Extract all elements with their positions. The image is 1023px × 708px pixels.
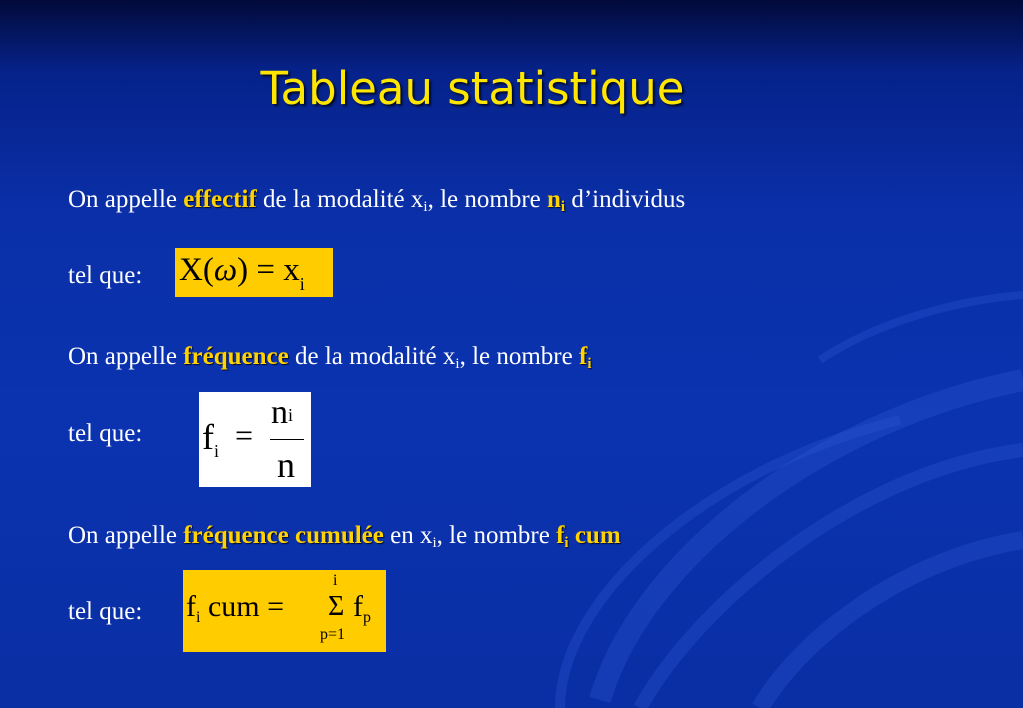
term-effectif: effectif <box>183 186 257 213</box>
formula2-box <box>199 392 311 487</box>
equals-sign: = <box>267 590 285 623</box>
subscript-i: i <box>455 356 460 372</box>
sigma-symbol: Σ <box>328 591 345 622</box>
fraction-denominator: n <box>277 445 295 485</box>
text-end: d’individus <box>565 186 686 213</box>
text-mid: en x <box>383 522 433 549</box>
text-mid: de la modalité x <box>256 186 424 213</box>
formula3-cum: cum <box>207 590 260 623</box>
term-frequence-cumulee: fréquence cumulée <box>183 522 384 549</box>
formula2-label: tel que: <box>68 420 143 447</box>
formula1-close: ) <box>237 252 249 288</box>
subscript-i: i <box>423 199 428 215</box>
omega-symbol: ω <box>213 252 238 288</box>
subscript-i: i <box>432 535 437 551</box>
formula1-lhs: X( <box>179 252 214 288</box>
sum-upper-bound: i <box>333 572 338 589</box>
formula2-lhs-sub: i <box>214 441 220 461</box>
formula2-lhs: f <box>202 417 214 457</box>
page-title: Tableau statistique <box>260 62 685 115</box>
formula3-box <box>183 570 386 652</box>
sum-lower-bound: p=1 <box>320 626 346 643</box>
fraction-bar <box>270 439 304 440</box>
text-prefix: On appelle <box>68 522 184 549</box>
text-after: , le nombre <box>427 186 547 213</box>
equals-sign: = <box>256 252 276 288</box>
formula3-rhs-sub: p <box>363 609 371 626</box>
formula3-label: tel que: <box>68 598 143 625</box>
formula1-rhs-sub: i <box>299 274 305 294</box>
formula1-box <box>175 248 333 297</box>
text-mid: de la modalité x <box>288 343 456 370</box>
fraction-numerator: n <box>271 394 288 431</box>
text-after: , le nombre <box>459 343 579 370</box>
formula3-lhs: f <box>186 590 196 623</box>
formula1-label: tel que: <box>68 262 143 289</box>
text-after: , le nombre <box>436 522 557 549</box>
effectif-definition <box>68 186 685 214</box>
formula3-lhs-sub: i <box>196 609 201 626</box>
formula3-rhs: f <box>353 590 363 623</box>
formula1-rhs: x <box>283 252 300 288</box>
value-fi-cum: $f_i$ cum <box>556 522 621 551</box>
value-fi: $f_i$ <box>578 343 592 372</box>
equals-sign: = <box>235 417 254 453</box>
text-prefix: On appelle <box>68 343 184 370</box>
text-prefix: On appelle <box>68 186 184 213</box>
frequence-definition <box>68 343 591 371</box>
numerator-sub: i <box>288 405 294 425</box>
value-ni: $n_i$ <box>547 186 566 215</box>
frequence-cumulee-definition <box>68 522 621 550</box>
term-frequence: fréquence <box>183 343 289 370</box>
